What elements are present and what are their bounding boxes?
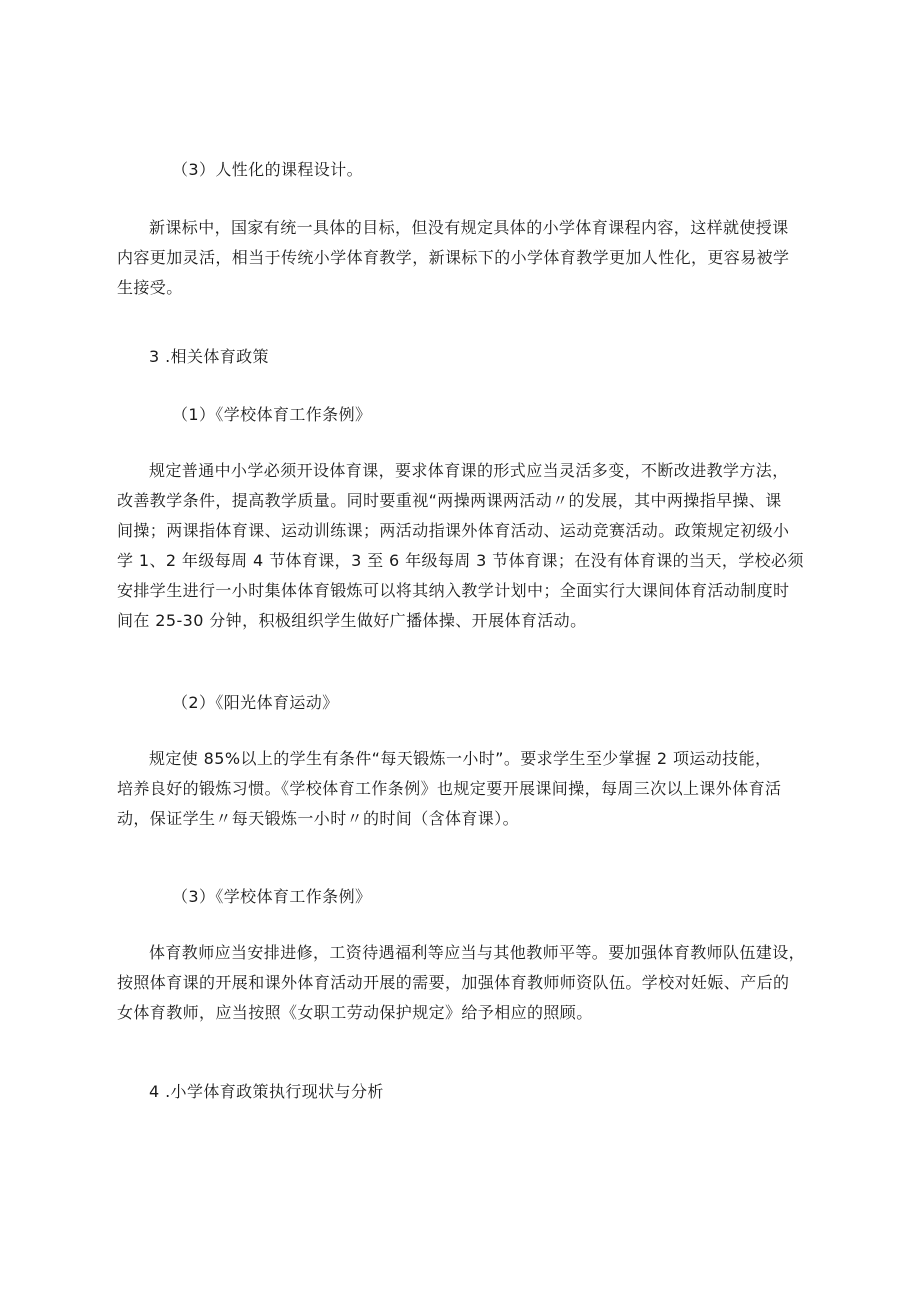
- paragraph-line: 新课标中，国家有统一具体的目标，但没有规定具体的小学体育课程内容，这样就使授课: [149, 218, 789, 237]
- paragraph-line: 生接受。: [117, 278, 183, 297]
- paragraph-pe-teachers: [117, 938, 806, 1028]
- section-heading-policy-status: 4 .小学体育政策执行现状与分析: [149, 1082, 384, 1101]
- subsection-heading-school-pe-regulations-2: （3）《学校体育工作条例》: [172, 887, 372, 906]
- subsection-heading-school-pe-regulations: （1）《学校体育工作条例》: [172, 405, 372, 424]
- paragraph-line: 安排学生进行一小时集体体育锻炼可以将其纳入教学计划中；全面实行大课间体育活动制度时: [117, 581, 790, 600]
- paragraph-line: 学 1、2 年级每周 4 节体育课，3 至 6 年级每周 3 节体育课；在没有体育课的当天，学校必须: [117, 551, 804, 570]
- paragraph-line: 间在 25-30 分钟，积极组织学生做好广播体操、开展体育活动。: [117, 611, 587, 630]
- paragraph-line: 按照体育课的开展和课外体育活动开展的需要，加强体育教师师资队伍。学校对妊娠、产后的: [117, 973, 790, 992]
- subsection-heading-sunshine-sports: （2）《阳光体育运动》: [172, 693, 339, 712]
- paragraph-line: 间操；两课指体育课、运动训练课；两活动指课外体育活动、运动竞赛活动。政策规定初级小: [117, 521, 790, 540]
- paragraph-regulations-detail: [117, 456, 804, 636]
- paragraph-line: 培养良好的锻炼习惯。《学校体育工作条例》也规定要开展课间操，每周三次以上课外体育活: [117, 779, 782, 798]
- paragraph-line: 规定普通中小学必须开设体育课，要求体育课的形式应当灵活多变，不断改进教学方法，: [149, 461, 789, 480]
- paragraph-line: 女体育教师，应当按照《女职工劳动保护规定》给予相应的照顾。: [117, 1003, 593, 1022]
- paragraph-line: 内容更加灵活，相当于传统小学体育教学，新课标下的小学体育教学更加人性化，更容易被学: [117, 248, 790, 267]
- paragraph-new-curriculum: [117, 213, 790, 303]
- paragraph-line: 动，保证学生〃每天锻炼一小时〃的时间（含体育课）。: [117, 809, 520, 828]
- section-heading-policies: 3 .相关体育政策: [149, 347, 269, 366]
- paragraph-line: 改善教学条件，提高教学质量。同时要重视“两操两课两活动〃的发展，其中两操指早操、课: [117, 491, 782, 510]
- paragraph-sunshine-sports: [117, 744, 782, 834]
- paragraph-line: 体育教师应当安排进修，工资待遇福利等应当与其他教师平等。要加强体育教师队伍建设，: [149, 943, 806, 962]
- paragraph-line: 规定使 85%以上的学生有条件“每天锻炼一小时”。要求学生至少掌握 2 项运动技能，: [149, 749, 772, 768]
- subsection-heading-humanized-course: （3）人性化的课程设计。: [172, 160, 363, 179]
